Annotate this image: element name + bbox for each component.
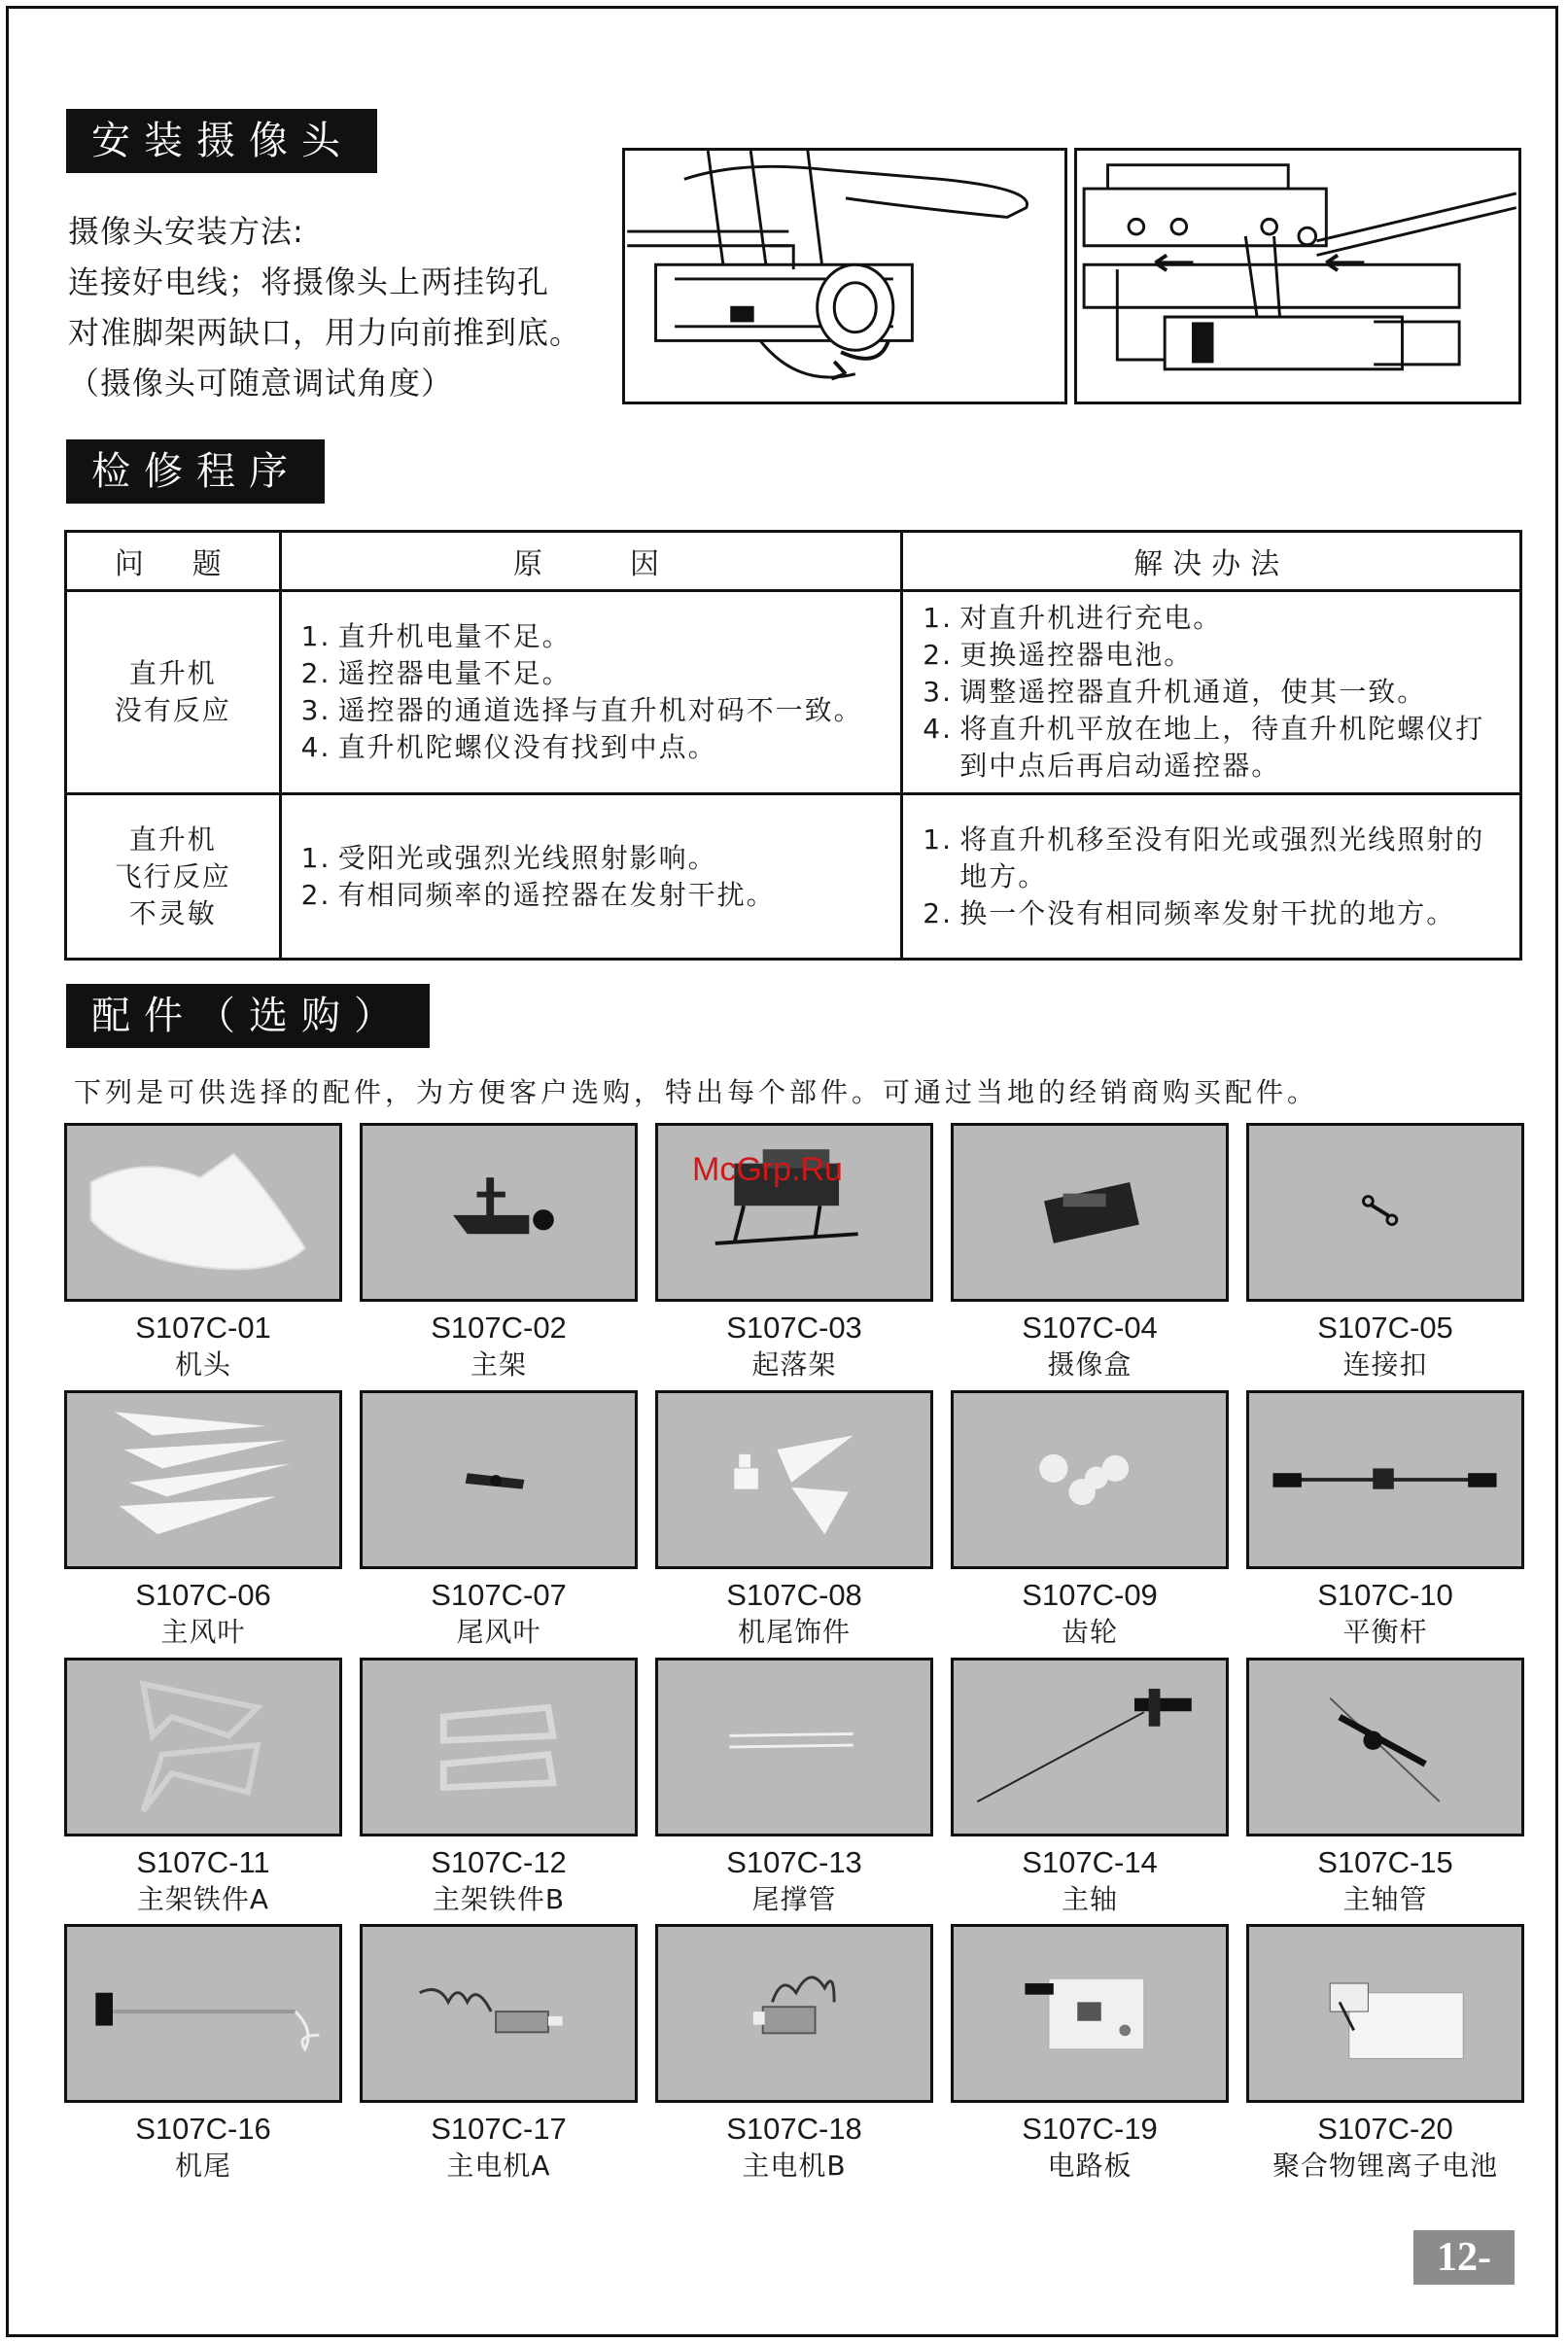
header-problem: 问 题	[66, 532, 281, 591]
part-name: 主电机B	[742, 2150, 847, 2182]
part-code: S107C-02	[431, 1311, 567, 1345]
part-card-link	[1246, 1123, 1524, 1383]
list-item: 3. 调整遥控器直升机通道，使其一致。	[923, 676, 1427, 708]
list-item: 2. 有相同频率的遥控器在发射干扰。	[300, 878, 776, 911]
watermark: McGrp.Ru	[692, 1151, 843, 1188]
part-card-gears	[951, 1390, 1229, 1651]
shaft-tube-icon	[1246, 1658, 1524, 1836]
gears-icon	[951, 1390, 1229, 1569]
part-card-circuit-board	[951, 1924, 1229, 2185]
part-name: 主架铁件B	[432, 1883, 566, 1915]
metal-frame-b-icon	[360, 1658, 638, 1836]
part-name: 主轴管	[1342, 1883, 1428, 1915]
part-name: 连接扣	[1342, 1348, 1428, 1381]
part-name: 尾撑管	[751, 1883, 837, 1915]
main-blades-icon	[64, 1390, 342, 1569]
canopy-icon	[64, 1123, 342, 1302]
problem-text: 不灵敏	[128, 896, 217, 929]
parts-intro: 下列是可供选择的配件，为方便客户选购，特出每个部件。可通过当地的经销商购买配件。	[74, 1076, 1319, 1108]
tail-decoration-icon	[655, 1390, 933, 1569]
problem-text: 飞行反应	[114, 859, 231, 892]
install-line: 连接好电线；将摄像头上两挂钩孔	[68, 263, 550, 300]
part-card-motor-a	[360, 1924, 638, 2185]
part-code: S107C-07	[431, 1578, 567, 1612]
part-card-metal-frame-b	[360, 1658, 638, 1918]
part-code: S107C-08	[726, 1578, 862, 1612]
solution-cell	[902, 591, 1521, 794]
list-item: 2. 遥控器电量不足。	[300, 657, 572, 689]
part-code: S107C-17	[431, 2112, 567, 2146]
part-name: 主风叶	[160, 1616, 246, 1648]
list-item: 3. 遥控器的通道选择与直升机对码不一致。	[300, 694, 863, 726]
tail-rotor-icon	[360, 1390, 638, 1569]
part-card-main-frame	[360, 1123, 638, 1383]
header-solution: 解决办法	[902, 532, 1521, 591]
part-name: 主轴	[1061, 1883, 1118, 1915]
camera-mount-illustration	[625, 151, 1064, 402]
install-line: 对准脚架两缺口，用力向前推到底。	[68, 314, 582, 351]
part-code: S107C-10	[1317, 1578, 1453, 1612]
install-section-title: 安装摄像头	[66, 109, 377, 173]
part-card-motor-b	[655, 1924, 933, 2185]
main-shaft-icon	[951, 1658, 1229, 1836]
part-code: S107C-06	[135, 1578, 271, 1612]
list-item: 1. 将直升机移至没有阳光或强烈光线照射的地方。	[923, 822, 1485, 892]
part-code: S107C-12	[431, 1845, 567, 1879]
part-card-metal-frame-a	[64, 1658, 342, 1918]
balance-bar-icon	[1246, 1390, 1524, 1569]
problem-text: 直升机	[128, 822, 217, 856]
cause-cell	[280, 591, 902, 794]
part-code: S107C-09	[1022, 1578, 1158, 1612]
cause-cell	[280, 794, 902, 960]
list-item: 1. 受阳光或强烈光线照射影响。	[300, 841, 717, 874]
part-name: 主电机A	[446, 2150, 551, 2182]
part-code: S107C-01	[135, 1311, 271, 1345]
part-name: 电路板	[1047, 2150, 1132, 2182]
part-name: 主架	[470, 1348, 527, 1381]
part-name: 机尾饰件	[737, 1616, 851, 1648]
list-item: 1. 直升机电量不足。	[300, 620, 572, 652]
part-name: 摄像盒	[1047, 1348, 1132, 1381]
landing-gear-icon	[655, 1123, 933, 1302]
troubleshooting-table	[64, 530, 1522, 961]
list-item: 1. 对直升机进行充电。	[923, 602, 1223, 634]
list-item: 4. 直升机陀螺仪没有找到中点。	[300, 731, 717, 763]
list-item: 2. 换一个没有相同频率发射干扰的地方。	[923, 896, 1456, 929]
part-card-shaft-tube	[1246, 1658, 1524, 1918]
part-name: 起落架	[751, 1348, 837, 1381]
part-code: S107C-15	[1317, 1845, 1453, 1879]
part-name: 尾风叶	[456, 1616, 541, 1648]
parts-section-title: 配件（选购）	[66, 984, 430, 1048]
part-code: S107C-20	[1317, 2112, 1453, 2146]
part-name: 齿轮	[1061, 1616, 1118, 1648]
part-card-tail-decoration	[655, 1390, 933, 1651]
part-name: 聚合物锂离子电池	[1272, 2150, 1498, 2182]
problem-cell	[66, 794, 281, 960]
camera-hook-illustration	[1077, 151, 1518, 402]
part-name: 主架铁件A	[136, 1883, 270, 1915]
part-code: S107C-18	[726, 2112, 862, 2146]
part-card-tail-tubes	[655, 1658, 933, 1918]
table-row	[66, 794, 1521, 960]
camera-diagram-side-view	[622, 148, 1067, 404]
part-code: S107C-14	[1022, 1845, 1158, 1879]
lipo-battery-icon	[1246, 1924, 1524, 2103]
part-code: S107C-11	[136, 1845, 270, 1879]
trouble-section-title: 检修程序	[66, 439, 325, 504]
part-card-canopy	[64, 1123, 342, 1383]
part-card-tail-boom	[64, 1924, 342, 2185]
motor-b-icon	[655, 1924, 933, 2103]
part-code: S107C-16	[135, 2112, 271, 2146]
part-card-balance-bar	[1246, 1390, 1524, 1651]
part-code: S107C-05	[1317, 1311, 1453, 1345]
header-cause: 原 因	[280, 532, 902, 591]
solution-cell	[902, 794, 1521, 960]
part-card-main-blades	[64, 1390, 342, 1651]
problem-text: 直升机	[128, 657, 217, 689]
part-code: S107C-19	[1022, 2112, 1158, 2146]
camera-diagram-front-view	[1074, 148, 1521, 404]
link-icon	[1246, 1123, 1524, 1302]
problem-cell	[66, 591, 281, 794]
metal-frame-a-icon	[64, 1658, 342, 1836]
table-header-row	[66, 532, 1521, 591]
part-card-main-shaft	[951, 1658, 1229, 1918]
part-name: 机尾	[174, 2150, 231, 2182]
circuit-board-icon	[951, 1924, 1229, 2103]
part-code: S107C-13	[726, 1845, 862, 1879]
part-card-tail-rotor	[360, 1390, 638, 1651]
list-item: 4. 将直升机平放在地上，待直升机陀螺仪打到中点后再启动遥控器。	[923, 713, 1485, 782]
part-card-lipo-battery	[1246, 1924, 1524, 2185]
part-card-camera-box	[951, 1123, 1229, 1383]
part-code: S107C-03	[726, 1311, 862, 1345]
tail-boom-icon	[64, 1924, 342, 2103]
page-number: 12-	[1413, 2230, 1515, 2285]
part-name: 平衡杆	[1342, 1616, 1428, 1648]
camera-box-icon	[951, 1123, 1229, 1302]
part-code: S107C-04	[1022, 1311, 1158, 1345]
motor-a-icon	[360, 1924, 638, 2103]
list-item: 2. 更换遥控器电池。	[923, 639, 1194, 671]
install-instructions	[68, 206, 622, 408]
install-line: 摄像头安装方法:	[68, 213, 304, 250]
install-line: （摄像头可随意调试角度）	[68, 365, 454, 402]
part-name: 机头	[174, 1348, 231, 1381]
table-row	[66, 591, 1521, 794]
tail-tubes-icon	[655, 1658, 933, 1836]
problem-text: 没有反应	[114, 694, 231, 726]
main-frame-icon	[360, 1123, 638, 1302]
